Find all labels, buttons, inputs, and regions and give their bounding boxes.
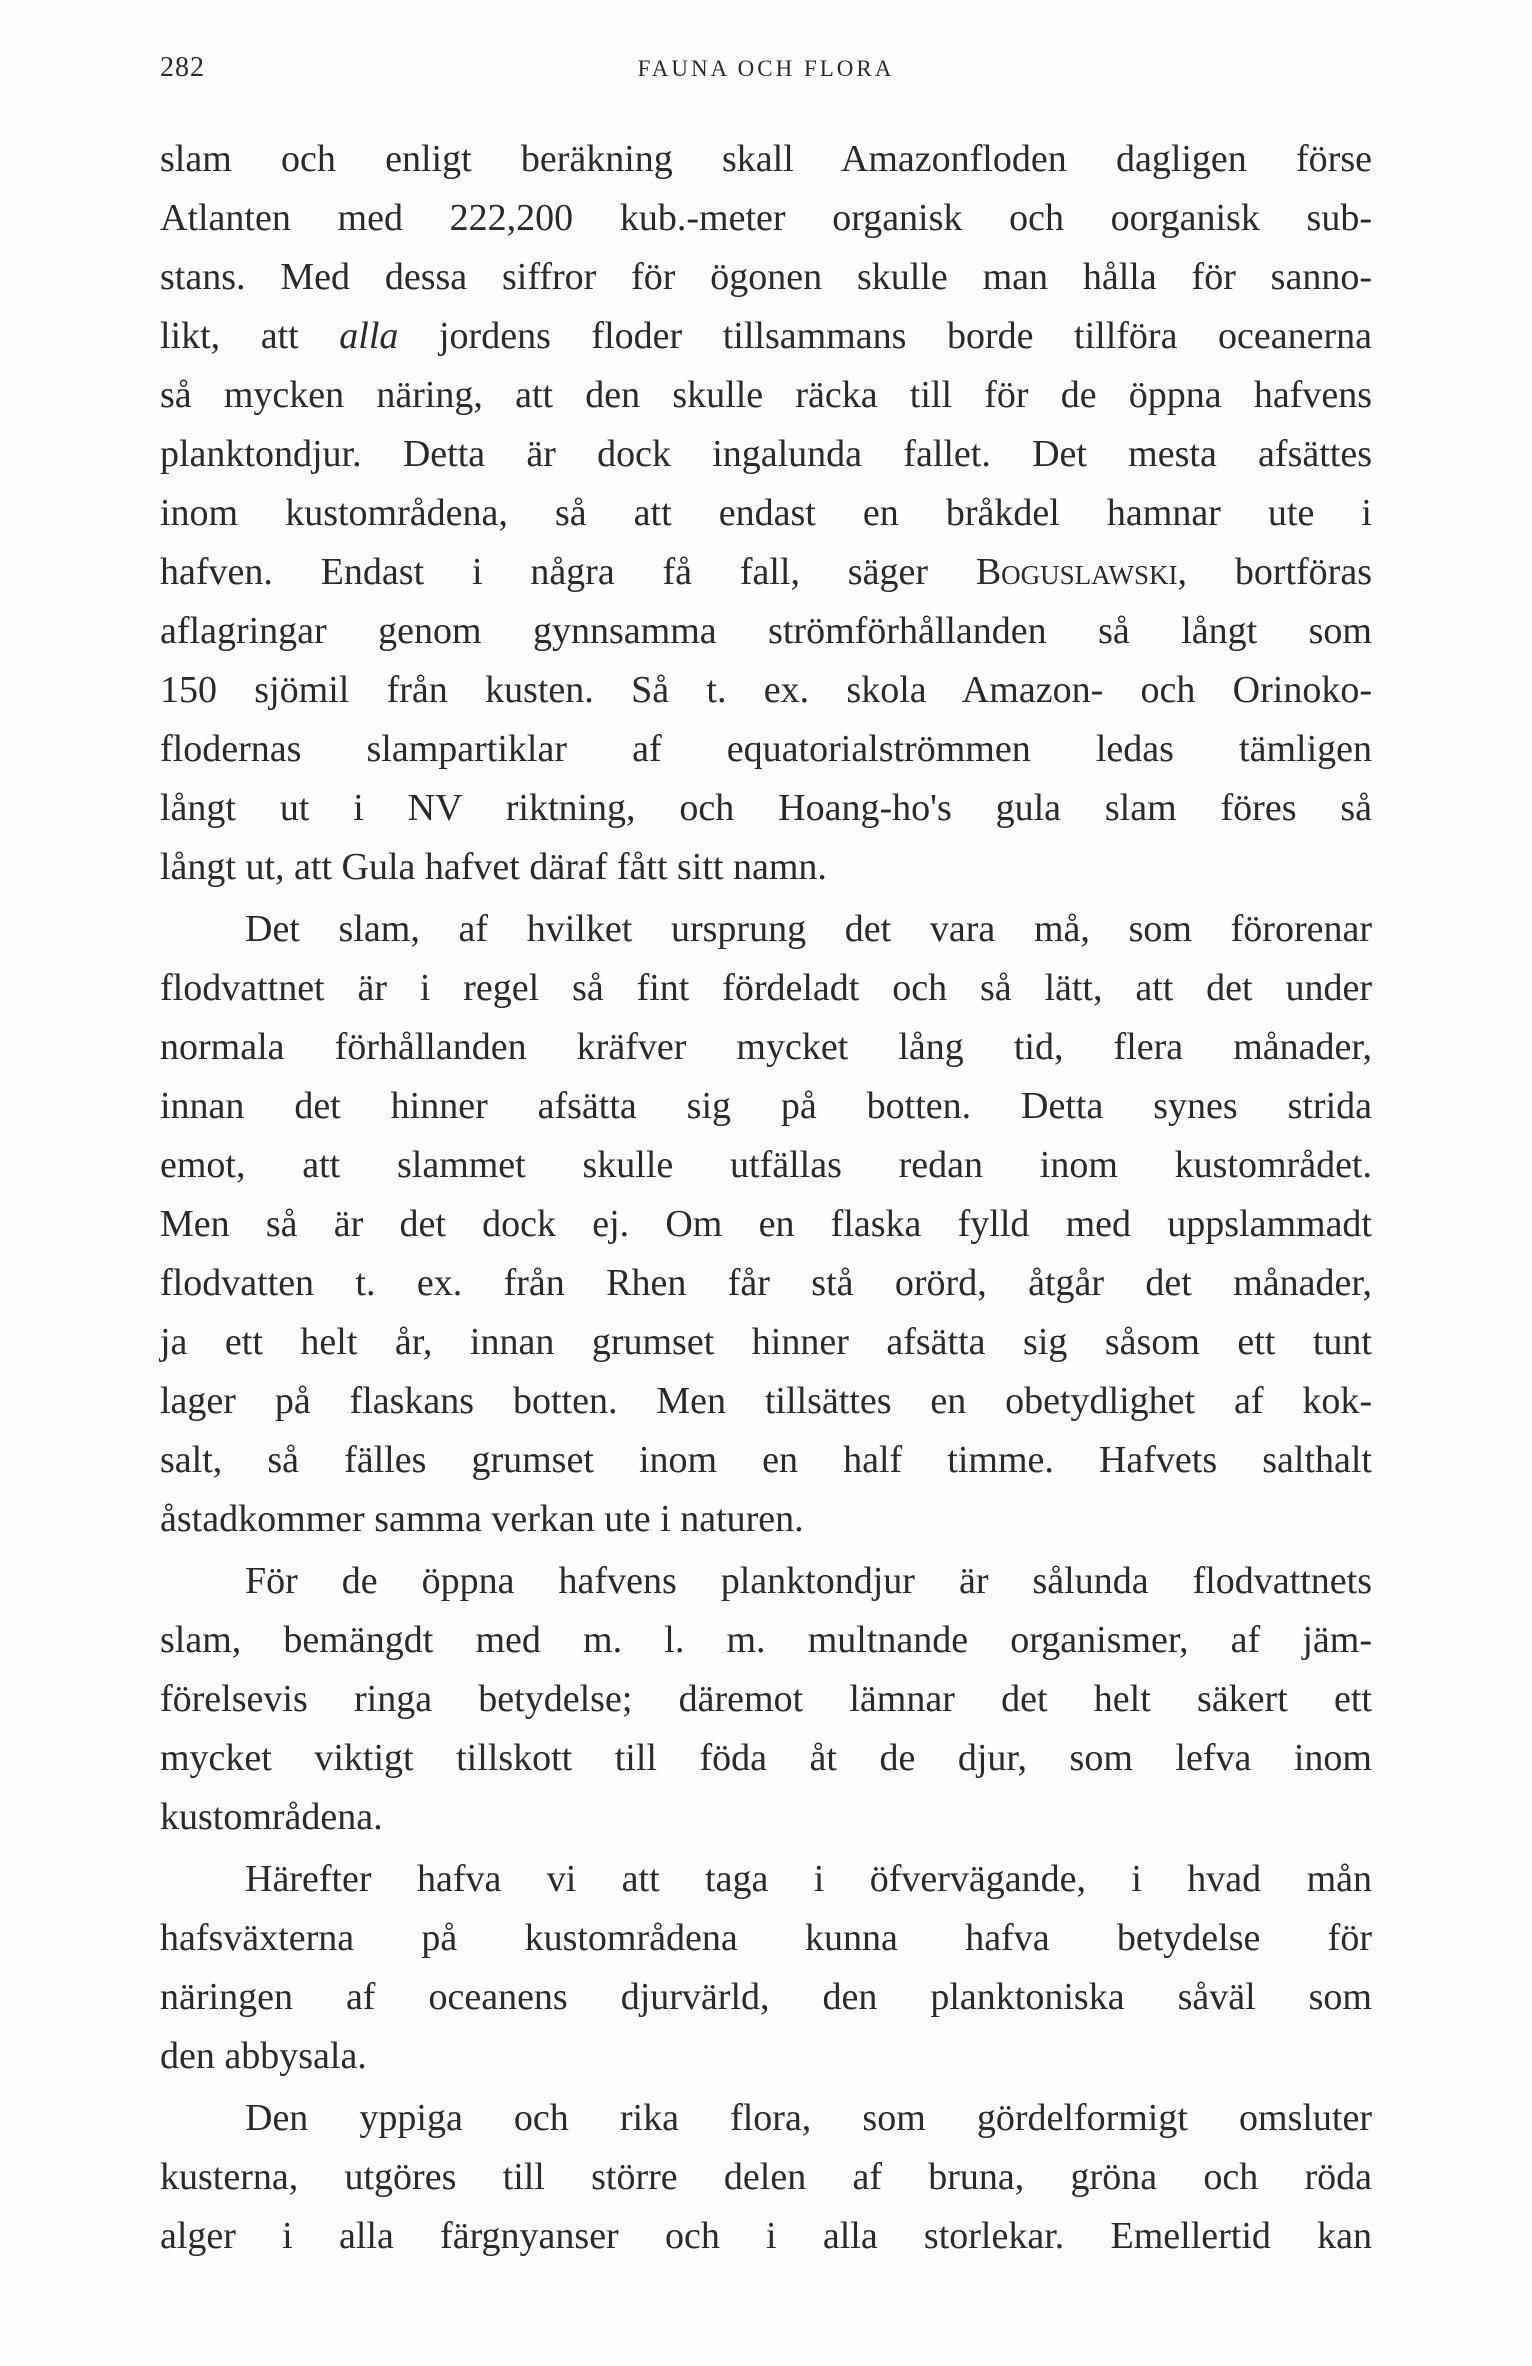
text-line: normala förhållanden kräfver mycket lång tid, flera månader, — [160, 1026, 1372, 1068]
text-line: den abbysala. — [160, 2035, 367, 2077]
text-line: stans. Med dessa siffror för ögonen skulle man hålla för sanno- — [160, 256, 1372, 298]
text-line: innan det hinner afsätta sig på botten. Detta synes strida — [160, 1085, 1372, 1127]
text-line: salt, så fälles grumset inom en half timme. Hafvets salthalt — [160, 1439, 1372, 1481]
text-line: aflagringar genom gynnsamma strömförhållanden så långt som — [160, 610, 1372, 652]
text-line: planktondjur. Detta är dock ingalunda fallet. Det mesta afsättes — [160, 433, 1372, 475]
text-line: ja ett helt år, innan grumset hinner afsätta sig såsom ett tunt — [160, 1321, 1372, 1363]
running-head — [160, 52, 1372, 92]
paragraph — [160, 2089, 1372, 2266]
text-line: Men så är det dock ej. Om en flaska fylld med uppslammadt — [160, 1203, 1372, 1245]
text-line: Den yppiga och rika flora, som gördelformigt omsluter — [245, 2097, 1372, 2139]
text-line: flodvattnet är i regel så fint fördeladt och så lätt, att det under — [160, 967, 1372, 1009]
author-name: Boguslawski — [975, 551, 1178, 593]
text-line: likt, att alla jordens floder tillsammans borde tillföra oceanerna — [160, 315, 1372, 357]
text-line: så mycken näring, att den skulle räcka till för de öppna hafvens — [160, 374, 1372, 416]
text-line: Atlanten med 222,200 kub.-meter organisk och oorganisk sub- — [160, 197, 1372, 239]
text-line: åstadkommer samma verkan ute i naturen. — [160, 1498, 804, 1540]
text-line: För de öppna hafvens planktondjur är sålunda flodvattnets — [245, 1560, 1372, 1602]
text-line: förelsevis ringa betydelse; däremot lämnar det helt säkert ett — [160, 1678, 1372, 1720]
text-line: emot, att slammet skulle utfällas redan inom kustområdet. — [160, 1144, 1372, 1186]
text-line: kusterna, utgöres till större delen af bruna, gröna och röda — [160, 2156, 1372, 2198]
paragraph — [160, 1850, 1372, 2086]
text-line: kustområdena. — [160, 1796, 383, 1838]
text-line: hafsväxterna på kustområdena kunna hafva betydelse för — [160, 1917, 1372, 1959]
text-line: slam, bemängdt med m. l. m. multnande organismer, af jäm- — [160, 1619, 1372, 1661]
text-line: alger i alla färgnyanser och i alla storlekar. Emellertid kan — [160, 2215, 1372, 2257]
text-line: slam och enligt beräkning skall Amazonfloden dagligen förse — [160, 138, 1372, 180]
text-line: lager på flaskans botten. Men tillsättes en obetydlighet af kok- — [160, 1380, 1372, 1422]
paragraph — [160, 1552, 1372, 1847]
text-line: flodernas slampartiklar af equatorialströmmen ledas tämligen — [160, 728, 1372, 770]
paragraph — [160, 130, 1372, 897]
running-title: FAUNA OCH FLORA — [637, 56, 895, 81]
text-line: mycket viktigt tillskott till föda åt de djur, som lefva inom — [160, 1737, 1372, 1779]
paragraph — [160, 900, 1372, 1549]
text-line: hafven. Endast i några få fall, säger Boguslawski, bortföras — [160, 551, 1372, 593]
text-line: inom kustområdena, så att endast en bråkdel hamnar ute i — [160, 492, 1372, 534]
text-line: näringen af oceanens djurvärld, den planktoniska såväl som — [160, 1976, 1372, 2018]
text-line: långt ut i NV riktning, och Hoang-ho's gula slam föres så — [160, 787, 1372, 829]
text-line: flodvatten t. ex. från Rhen får stå orörd, åtgår det månader, — [160, 1262, 1372, 1304]
page-number: 282 — [160, 52, 205, 83]
text-line: Det slam, af hvilket ursprung det vara må, som förorenar — [245, 908, 1372, 950]
text-line: Härefter hafva vi att taga i öfvervägande, i hvad mån — [245, 1858, 1372, 1900]
body-text — [160, 130, 1372, 2266]
text-line: 150 sjömil från kusten. Så t. ex. skola Amazon- och Orinoko- — [160, 669, 1372, 711]
text-line: långt ut, att Gula hafvet däraf fått sitt namn. — [160, 846, 827, 888]
